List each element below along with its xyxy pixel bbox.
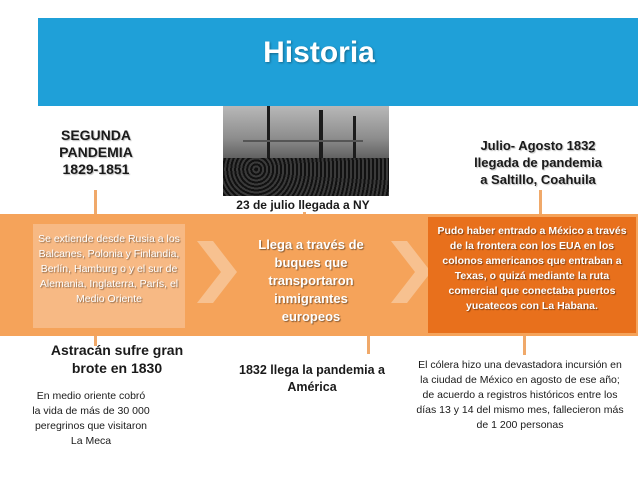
page-title: Historia (263, 36, 375, 69)
mexico-text: Pudo haber entrado a México a través de la frontera con los EUA en los colonos americanos que entraban a Texas, o quizá mediante la ruta comercial que conectaba puertos yucatecos con La Habana. (437, 225, 627, 312)
second-pandemic-label: SEGUNDA PANDEMIA 1829-1851 (59, 127, 133, 177)
chevron-right-icon (189, 237, 241, 307)
historical-photo (223, 106, 389, 196)
connector-line (367, 334, 370, 354)
spread-text: Se extiende desde Rusia a los Balcanes, Polonia y Finlandia, Berlín, Hamburg o y el sur de Alemania, Inglaterra, París, el Medio Oriente (38, 233, 180, 305)
ships-text: Llega a través de buques que transportaron inmigrantes europeos (258, 237, 364, 324)
ny-arrival-label: 23 de julio llegada a NY (236, 198, 370, 212)
connector-line (523, 333, 526, 355)
astrakhan-label: Astracán sufre gran brote en 1830 (50, 342, 184, 376)
saltillo-label: Julio- Agosto 1832 llegada de pandemia a Saltillo, Coahuila (474, 138, 602, 187)
mexico-city-note: El cólera hizo una devastadora incursión en la ciudad de México en agosto de ese año; de acuerdo a registros históricos entre los días 13 y 14 del mismo mes, fallecieron más de 1 200 personas (416, 359, 624, 431)
america-label: 1832 llega la pandemia a América (239, 363, 385, 394)
middle-east-note: En medio oriente cobró la vida de más de 30 000 peregrinos que visitaron La Meca (32, 390, 150, 447)
